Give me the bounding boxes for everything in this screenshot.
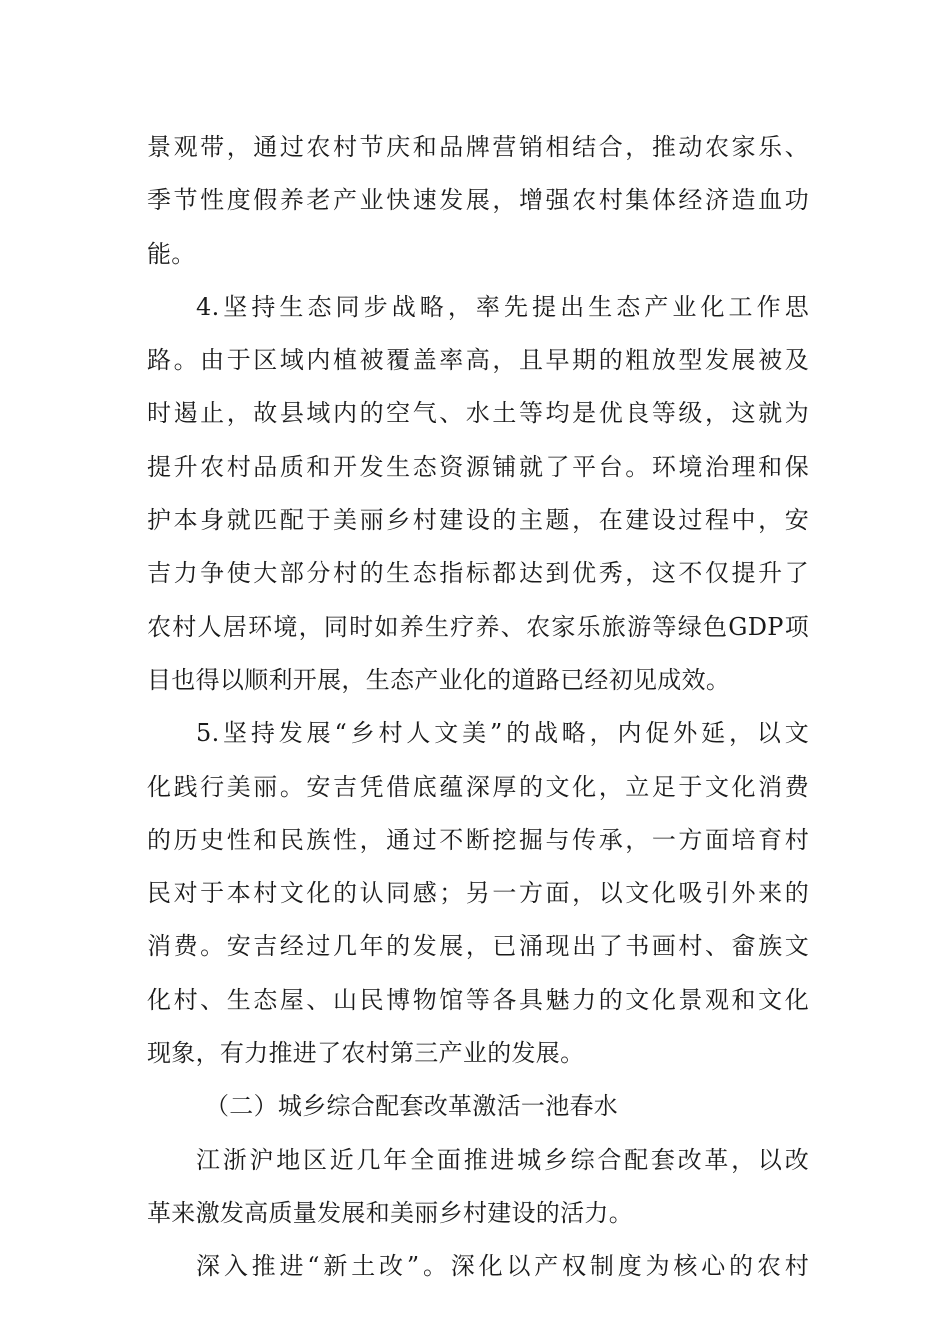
text-line: 护本身就匹配于美丽乡村建设的主题，在建设过程中，安 bbox=[147, 506, 809, 535]
text-line: 民对于本村文化的认同感；另一方面，以文化吸引外来的 bbox=[147, 879, 809, 908]
text-line: 季节性度假养老产业快速发展，增强农村集体经济造血功 bbox=[147, 186, 809, 215]
text-line: 能。 bbox=[147, 239, 196, 268]
text-line: 化践行美丽。安吉凭借底蕴深厚的文化，立足于文化消费 bbox=[147, 772, 809, 801]
text-line: 目也得以顺利开展，生态产业化的道路已经初见成效。 bbox=[147, 665, 731, 694]
section-heading: （二）城乡综合配套改革激活一池春水 bbox=[205, 1092, 619, 1121]
text-line: 吉力争使大部分村的生态指标都达到优秀，这不仅提升了 bbox=[147, 559, 809, 588]
text-line: 消费。安吉经过几年的发展，已涌现出了书画村、畲族文 bbox=[147, 932, 809, 961]
text-line: 革来激发高质量发展和美丽乡村建设的活力。 bbox=[147, 1198, 633, 1227]
text-line: 农村人居环境，同时如养生疗养、农家乐旅游等绿色GDP项 bbox=[147, 612, 809, 641]
text-line: 景观带，通过农村节庆和品牌营销相结合，推动农家乐、 bbox=[147, 133, 809, 161]
text-line: 化村、生态屋、山民博物馆等各具魅力的文化景观和文化 bbox=[147, 985, 809, 1014]
text-line: 江浙沪地区近几年全面推进城乡综合配套改革，以改 bbox=[196, 1145, 809, 1174]
text-line: 5.坚持发展“乡村人文美”的战略，内促外延，以文 bbox=[196, 719, 809, 748]
text-line: 的历史性和民族性，通过不断挖掘与传承，一方面培育村 bbox=[147, 825, 809, 854]
text-line: 现象，有力推进了农村第三产业的发展。 bbox=[147, 1039, 585, 1068]
text-line: 时遏止，故县域内的空气、水土等均是优良等级，这就为 bbox=[147, 399, 809, 428]
text-line: 深入推进“新土改”。深化以产权制度为核心的农村 bbox=[196, 1252, 809, 1281]
text-line: 4.坚持生态同步战略，率先提出生态产业化工作思 bbox=[196, 292, 809, 321]
text-line: 提升农村品质和开发生态资源铺就了平台。环境治理和保 bbox=[147, 452, 809, 481]
body-text bbox=[147, 121, 809, 1294]
text-line: 路。由于区域内植被覆盖率高，且早期的粗放型发展被及 bbox=[147, 346, 809, 375]
